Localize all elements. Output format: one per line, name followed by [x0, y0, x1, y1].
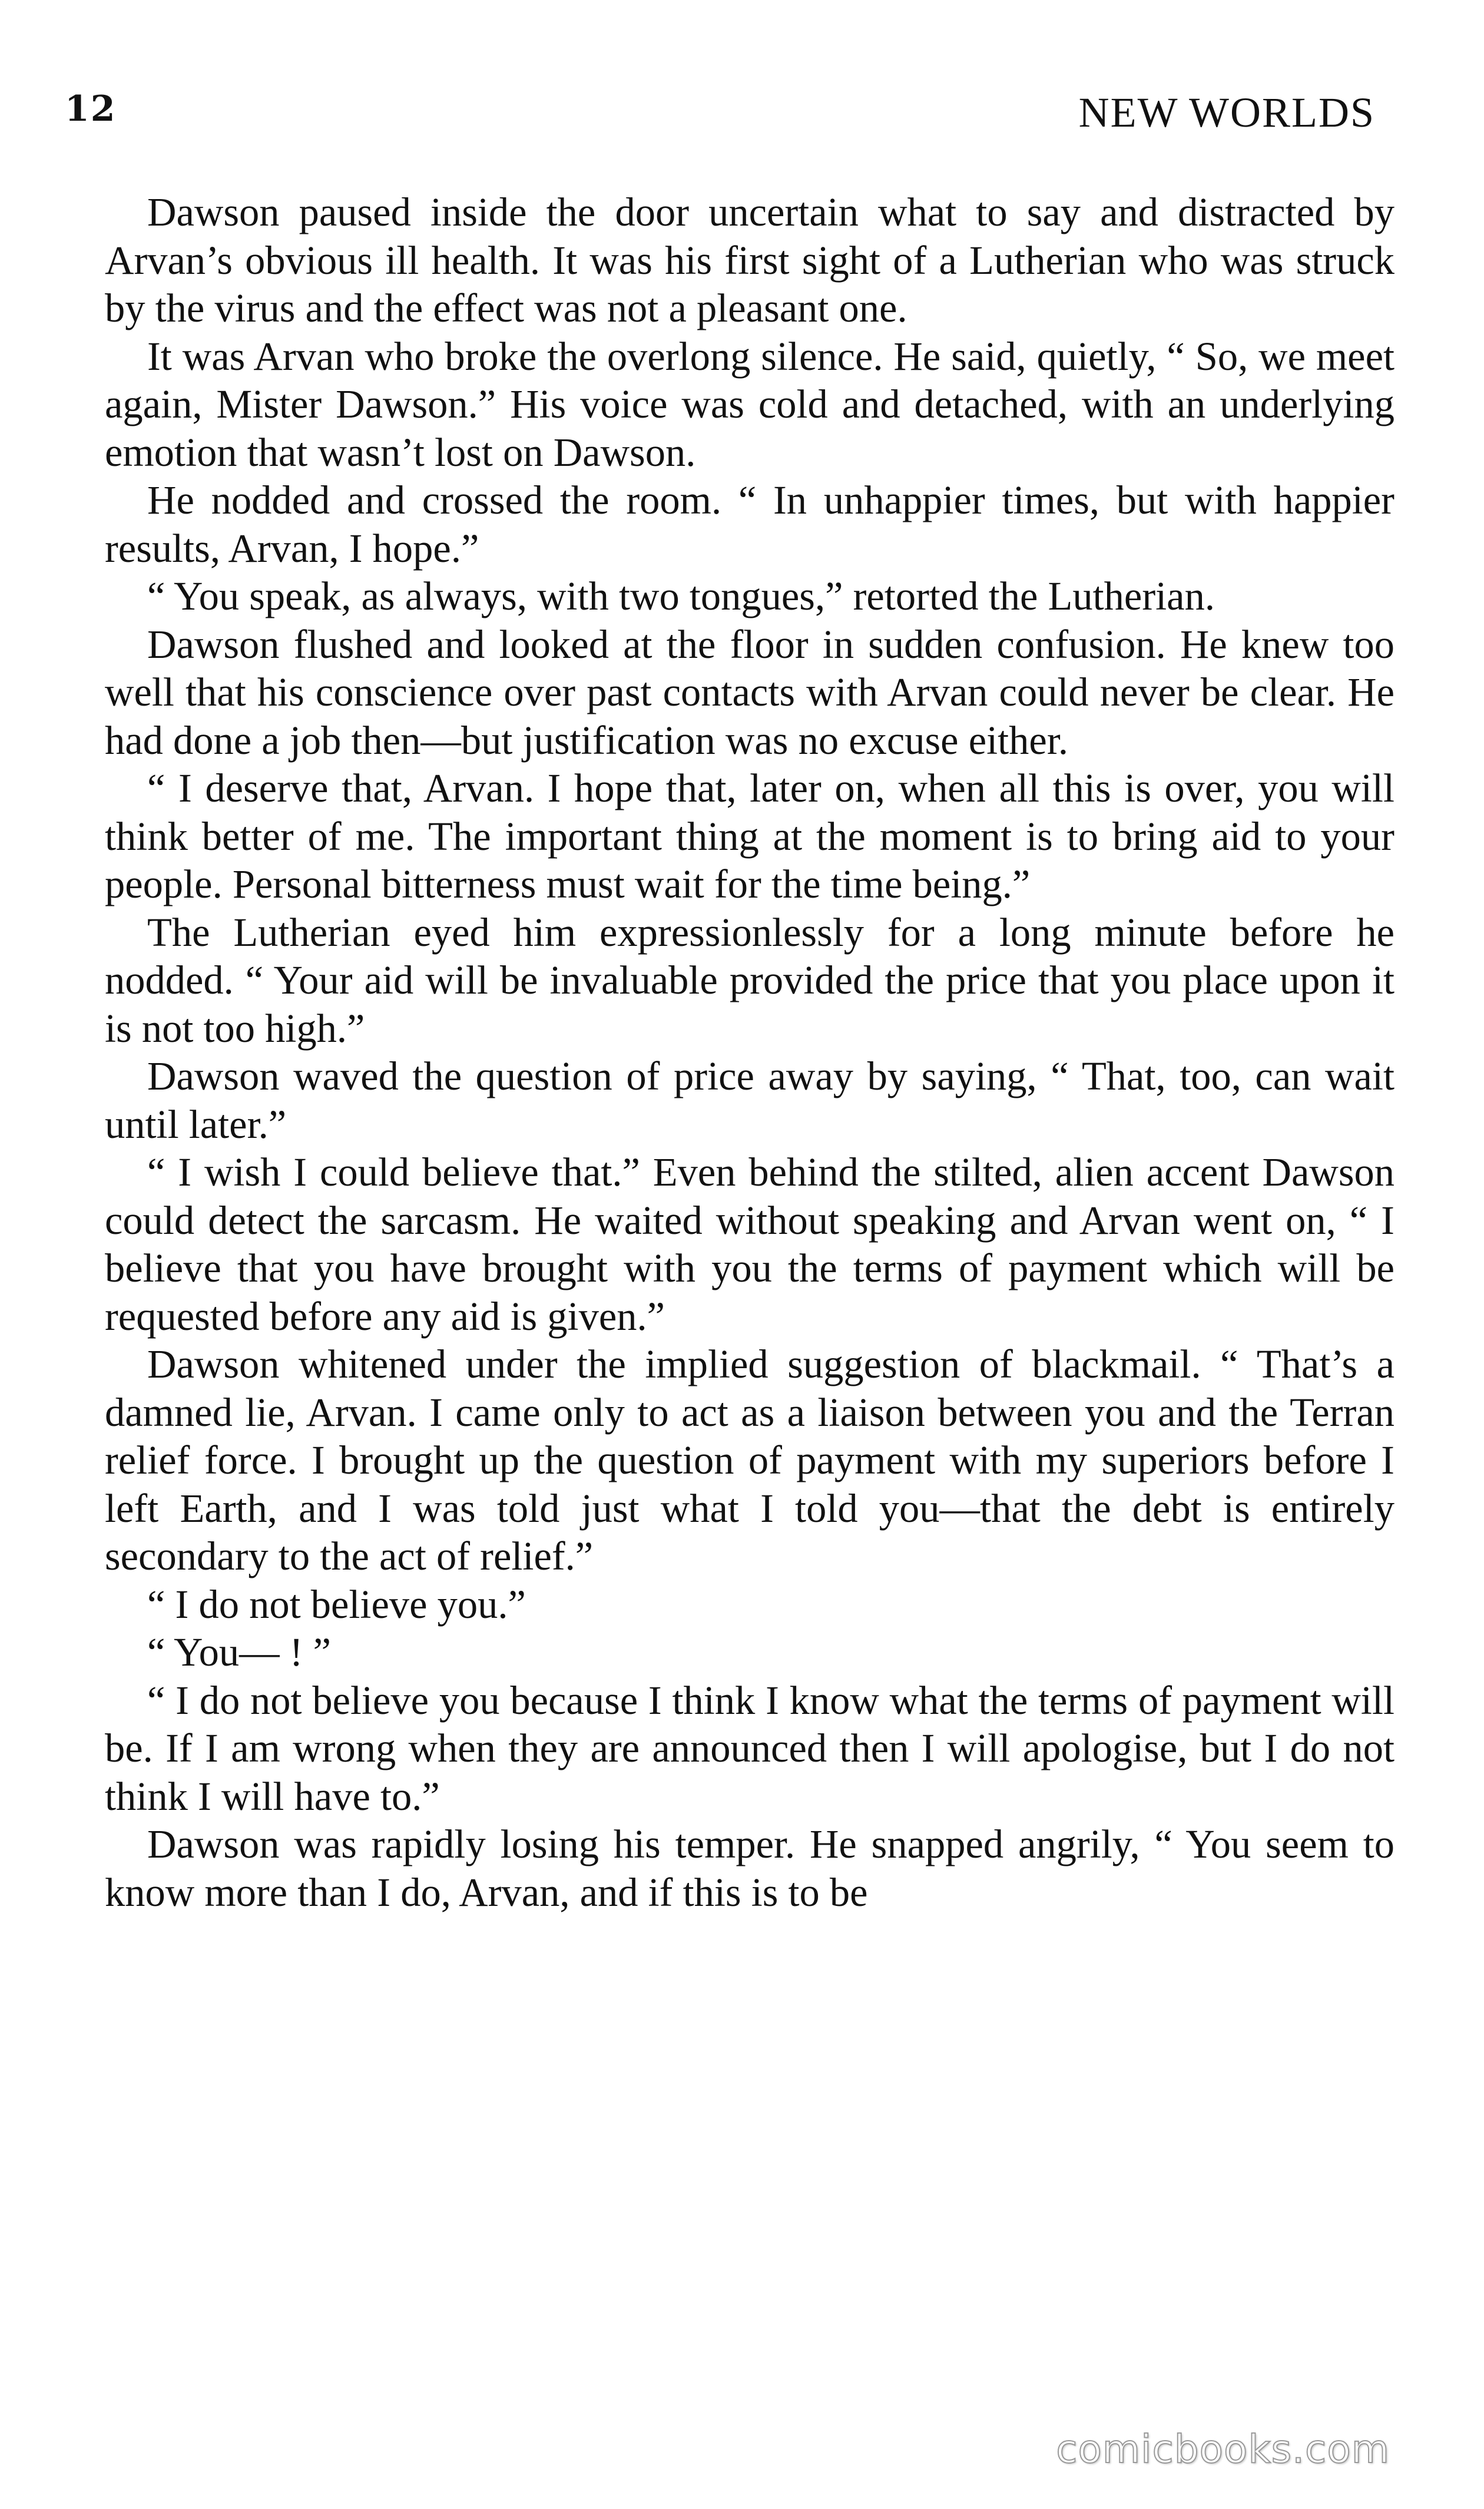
- paragraph: Dawson flushed and looked at the floor in sudden confusion. He knew too well that his conscience over past contacts with Arvan could never be clear. He had done a job then—but justification was no excuse either.: [105, 621, 1394, 763]
- paragraph: “ I do not believe you.”: [147, 1581, 526, 1627]
- paragraph: Dawson waved the question of price away by saying, “ That, too, can wait until later.”: [105, 1054, 1394, 1147]
- paragraph: It was Arvan who broke the overlong silence. He said, quietly, “ So, we meet again, Mister Dawson.” His voice was cold and detached, with an underlying emotion that wasn’t lost on Dawson.: [105, 333, 1394, 475]
- paragraph: “ You— ! ”: [147, 1630, 332, 1674]
- paragraph: “ I deserve that, Arvan. I hope that, later on, when all this is over, you will think better of me. The important thing at the moment is to bring aid to your people. Personal bitterness must wait for the time being.”: [105, 766, 1394, 906]
- running-head: NEW WORLDS: [1078, 89, 1375, 136]
- paragraph: Dawson whitened under the implied suggestion of blackmail. “ That’s a damned lie, Arvan. I came only to act as a liaison between you and the Terran relief force. I brought up the question of payment with my superiors before I left Earth, and I was told just what I told you—that the debt is entirely secondary to the act of relief.”: [105, 1342, 1394, 1578]
- paragraph: The Lutherian eyed him expressionlessly for a long minute before he nodded. “ Your aid will be invaluable provided the price that you place upon it is not too high.”: [105, 909, 1394, 1051]
- paragraph: He nodded and crossed the room. “ In unhappier times, but with happier results, Arvan, I hope.”: [105, 478, 1394, 571]
- page-number: 12: [65, 88, 117, 130]
- paragraph: Dawson paused inside the door uncertain what to say and distracted by Arvan’s obvious ill health. It was his first sight of a Lutherian who was struck by the virus and the effect was not a pleasant one.: [105, 190, 1394, 330]
- paragraph: “ I do not believe you because I think I know what the terms of payment will be. If I am wrong when they are announced then I will apologise, but I do not think I will have to.”: [105, 1677, 1394, 1819]
- watermark: comicbooks.com: [1056, 2427, 1390, 2472]
- body-text: [105, 188, 1394, 1916]
- paragraph: “ You speak, as always, with two tongues,” retorted the Lutherian.: [147, 574, 1215, 618]
- paragraph: “ I wish I could believe that.” Even behind the stilted, alien accent Dawson could detect the sarcasm. He waited without speaking and Arvan went on, “ I believe that you have brought with you the terms of payment which will be requested before any aid is given.”: [105, 1150, 1394, 1339]
- paragraph: Dawson was rapidly losing his temper. He snapped angrily, “ You seem to know more than I do, Arvan, and if this is to be: [105, 1822, 1394, 1915]
